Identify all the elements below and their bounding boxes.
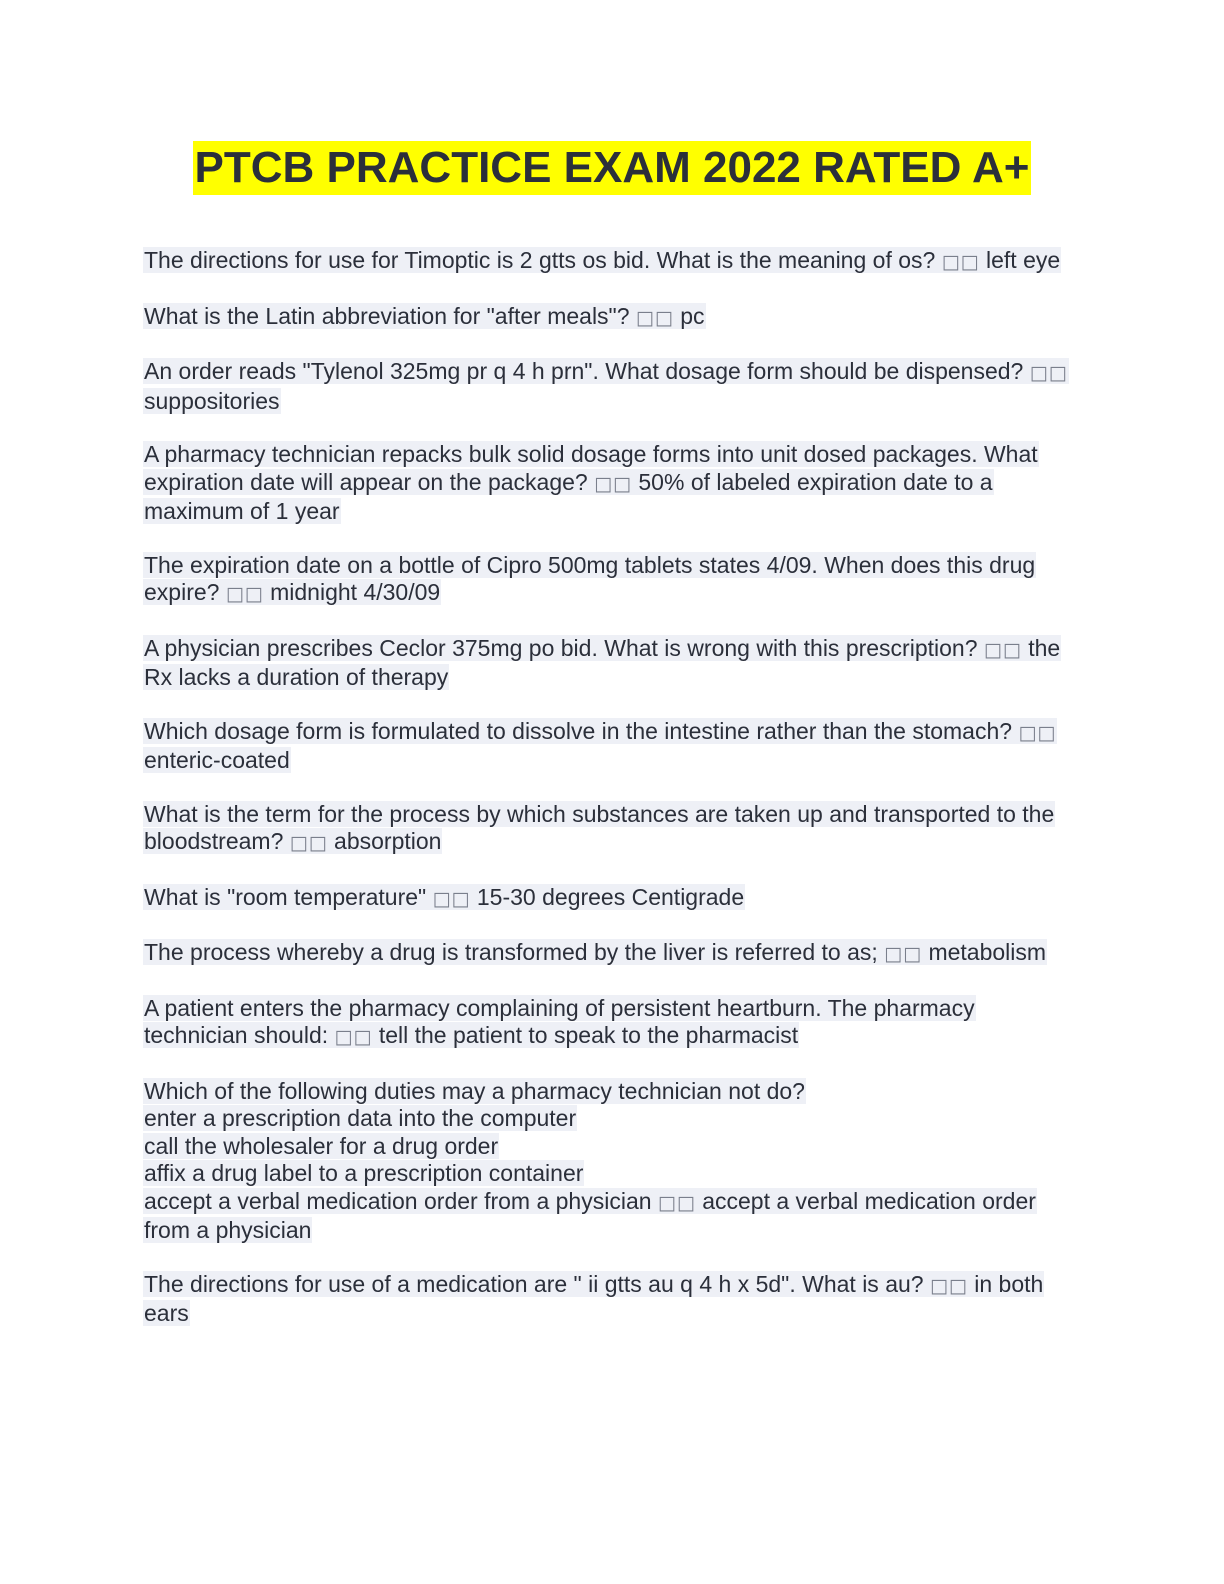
question-text: An order reads "Tylenol 325mg pr q 4 h prn". What dosage form should be dispensed?	[144, 358, 1024, 384]
answer-text: in both ears	[144, 1270, 1044, 1326]
qa-item	[143, 635, 1073, 692]
option-text: call the wholesaler for a drug order	[144, 1132, 499, 1159]
question-text: A physician prescribes Ceclor 375mg po bid. What is wrong with this prescription?	[144, 634, 978, 661]
question-text: A pharmacy technician repacks bulk solid dosage forms into unit dosed packages. What expiration date will appear on the package?	[144, 441, 1038, 495]
answer-text: 50% of labeled expiration date to a maximum of 1 year	[144, 468, 993, 524]
separator-glyph: □□	[657, 1191, 696, 1214]
question-text: Which of the following duties may a pharmacy technician not do?	[144, 1077, 805, 1104]
qa-list	[143, 247, 1073, 1354]
separator-glyph: □□	[983, 638, 1022, 661]
answer-text: pc	[680, 302, 705, 329]
separator-glyph: □□	[635, 306, 674, 329]
separator-glyph: □□	[334, 1026, 373, 1048]
separator-glyph: □□	[929, 1274, 968, 1297]
qa-item-multiple-choice	[143, 1078, 1073, 1245]
question-text: The directions for use of a medication are " ii gtts au q 4 h x 5d". What is au?	[144, 1270, 924, 1297]
separator-glyph: □□	[225, 583, 264, 605]
answer-text: suppositories	[144, 387, 280, 414]
qa-item	[143, 303, 1073, 333]
qa-item	[143, 801, 1073, 858]
answer-text: 15-30 degrees Centigrade	[476, 883, 745, 910]
answer-text: accept a verbal medication order from a physician	[144, 1187, 1036, 1243]
qa-item	[143, 1271, 1073, 1328]
separator-glyph: □□	[594, 472, 632, 495]
document-title: PTCB PRACTICE EXAM 2022 RATED A+	[193, 141, 1032, 195]
answer-text: midnight 4/30/09	[270, 579, 441, 605]
answer-text: enteric-coated	[144, 747, 290, 773]
answer-text: absorption	[334, 828, 442, 854]
qa-item	[143, 552, 1073, 609]
qa-item	[143, 358, 1073, 415]
option-text: accept a verbal medication order from a physician	[144, 1187, 652, 1214]
answer-text: left eye	[986, 247, 1061, 273]
separator-glyph: □□	[432, 887, 471, 910]
question-text: What is the Latin abbreviation for "after meals"?	[144, 302, 630, 329]
question-text: The process whereby a drug is transformed by the liver is referred to as;	[144, 939, 878, 965]
qa-item	[143, 995, 1073, 1052]
separator-glyph: □□	[289, 832, 328, 854]
qa-item	[143, 884, 1073, 914]
question-text: The expiration date on a bottle of Cipro 500mg tablets states 4/09. When does this drug expire?	[144, 551, 1036, 605]
qa-item	[143, 939, 1073, 969]
separator-glyph: □□	[884, 943, 923, 965]
answer-text: metabolism	[928, 939, 1047, 965]
question-text: A patient enters the pharmacy complaining of persistent heartburn. The pharmacy technician should:	[144, 994, 975, 1048]
title-container	[0, 141, 1224, 195]
question-text: Which dosage form is formulated to dissolve in the intestine rather than the stomach?	[144, 717, 1013, 744]
answer-text: the Rx lacks a duration of therapy	[144, 634, 1061, 690]
option-text: affix a drug label to a prescription container	[144, 1160, 584, 1186]
qa-item	[143, 247, 1073, 277]
answer-text: tell the patient to speak to the pharmacist	[378, 1022, 799, 1048]
question-text: The directions for use for Timoptic is 2 gtts os bid. What is the meaning of os?	[144, 247, 936, 273]
option-text: enter a prescription data into the computer	[144, 1105, 577, 1131]
separator-glyph: □□	[941, 251, 980, 273]
question-text: What is the term for the process by which substances are taken up and transported to the bloodstream?	[144, 800, 1055, 854]
question-text: What is "room temperature"	[144, 883, 427, 910]
separator-glyph: □□	[1029, 362, 1068, 384]
separator-glyph: □□	[1018, 721, 1057, 744]
qa-item	[143, 718, 1073, 775]
qa-item	[143, 441, 1073, 526]
